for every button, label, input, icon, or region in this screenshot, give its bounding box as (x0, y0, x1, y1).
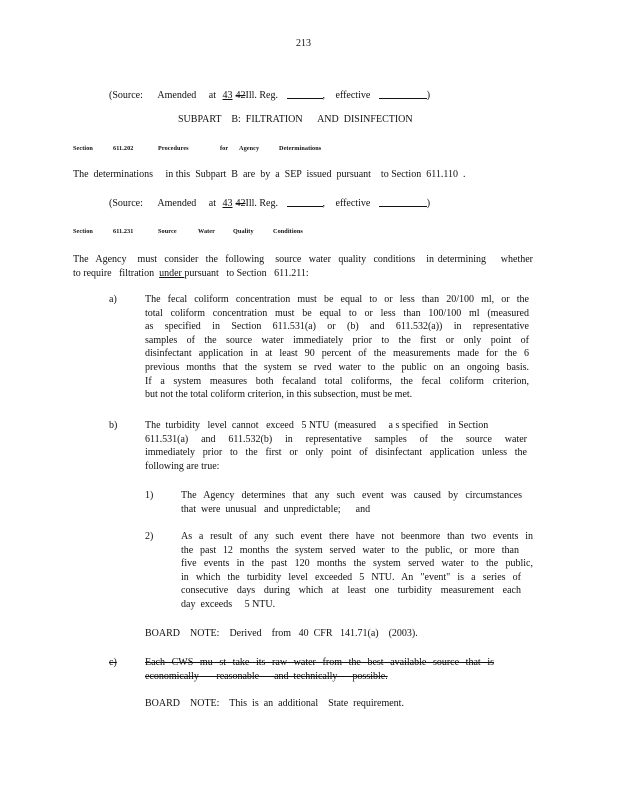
blank-line (379, 196, 427, 207)
paragraph-line: Each CWS mu st take its raw water from the best available source that is (145, 657, 494, 668)
source-amended: Amended (157, 90, 197, 101)
paragraph-line: samples of the source water immediately prior to the first or only point of (145, 334, 529, 346)
paragraph-line: total coliform concentration must be equal to or less than 100/100 ml (measured (145, 307, 529, 319)
item-label: 1) (145, 490, 154, 501)
paragraph-line: consecutive days during which at least one turbidity measurement each (181, 585, 521, 597)
paragraph-line: If a system measures both fecaland total coliforms, the fecal coliform criterion, (145, 375, 529, 387)
item-a-text (145, 293, 529, 402)
source-prefix: (Source: (109, 90, 143, 101)
paragraph-line: The fecal coliform concentration must be equal to or less than 20/100 ml, or the (145, 294, 529, 305)
paragraph-line: day exceeds 5 NTU. (181, 598, 276, 610)
intro-text: to require filtration (73, 267, 160, 279)
page-number: 213 (296, 38, 311, 49)
paragraph-line: the past 12 months the system served water to the public, or more than (181, 544, 519, 556)
source-volume-old: 42 (235, 90, 246, 101)
paragraph-line: as specified in Section 611.531(a) or (b) and 611.532(a)) in representative (145, 321, 529, 333)
section-title-word: Procedures (158, 145, 189, 152)
source-prefix: (Source: (109, 198, 143, 209)
paragraph-line: that were unusual and unpredictable; and (181, 503, 371, 515)
item-b1-text (181, 489, 522, 516)
item-label: 2) (145, 531, 154, 542)
board-note: BOARD NOTE: Derived from 40 CFR 141.71(a) (2003). (145, 628, 418, 639)
source-at: at (208, 198, 216, 209)
blank-line (287, 88, 323, 99)
blank-line (379, 88, 427, 99)
blank-line (287, 196, 323, 207)
source-effective: effective (335, 90, 371, 101)
section-label: Section (73, 228, 93, 235)
source-volume-old: 42 (235, 198, 246, 209)
item-label: c) (109, 657, 117, 668)
section-body: The determinations in this Subpart B are by a SEP issued pursuant to Section 611.110 . (73, 169, 466, 180)
paragraph-line: 611.531(a) and 611.532(b) in representative samples of the source water (145, 433, 527, 445)
paragraph-line: immediately prior to the first or only point of disinfectant application unless the (145, 447, 527, 459)
section-number: 611.202 (113, 145, 134, 152)
source-volume-new: 43 (222, 90, 233, 101)
section-label: Section (73, 145, 93, 152)
source-close: ) (426, 198, 431, 209)
source-volume-new: 43 (222, 198, 233, 209)
section-title-word: Water (198, 228, 215, 235)
source-amended: Amended (157, 198, 197, 209)
section-title-word: Agency (239, 145, 260, 152)
source-at: at (208, 90, 216, 101)
source-effective: effective (335, 198, 371, 209)
section-title-word: Determinations (279, 145, 322, 152)
source-register: Ill. Reg. (245, 198, 278, 209)
intro-paragraph (73, 253, 533, 280)
item-label: b) (109, 420, 118, 431)
intro-text: pursuant to Section 611.211: (184, 267, 309, 279)
source-note: (Source: Amended at 43 42Ill. Reg. , effective ) (109, 198, 431, 209)
paragraph-line (73, 267, 533, 281)
paragraph-line: in which the turbidity level exceeded 5 NTU. An "event" is a series of (181, 571, 521, 583)
source-register: Ill. Reg. (245, 90, 278, 101)
item-label: a) (109, 294, 117, 305)
source-note: (Source: Amended at 43 42Ill. Reg. , effective ) (109, 90, 431, 101)
section-title-word: Quality (233, 228, 254, 235)
paragraph-line: following are true: (145, 460, 220, 472)
section-title-word: Source (158, 228, 177, 235)
paragraph-line: but not the total coliform criterion, in this subsection, must be met. (145, 389, 413, 401)
item-b2-text (181, 530, 533, 612)
paragraph-line: disinfectant application in at least 90 percent of the measurements made for the 6 (145, 348, 529, 360)
section-number: 611.231 (113, 228, 134, 235)
item-b-text (145, 419, 527, 473)
paragraph-line: economically reasonable and technically possible. (145, 670, 388, 682)
paragraph-line: previous months that the system se rved water to the public on an ongoing basis. (145, 361, 529, 373)
paragraph-line: As a result of any such event there have not beenmore than two events in (181, 531, 533, 542)
subpart-title: SUBPART B: FILTRATION AND DISINFECTION (178, 114, 413, 125)
intro-underlined-text: under (159, 267, 185, 279)
paragraph-line: The Agency must consider the following source water quality conditions in determining whether (73, 254, 533, 265)
paragraph-line: five events in the past 120 months the system served water to the public, (181, 558, 533, 570)
board-note: BOARD NOTE: This is an additional State requirement. (145, 698, 404, 709)
section-title-word: for (220, 145, 229, 152)
source-close: ) (426, 90, 431, 101)
item-c-text (145, 656, 494, 683)
paragraph-line: The turbidity level cannot exceed 5 NTU (measured a s specified in Section (145, 420, 489, 431)
section-title-word: Conditions (273, 228, 303, 235)
paragraph-line: The Agency determines that any such event was caused by circumstances (181, 490, 522, 501)
